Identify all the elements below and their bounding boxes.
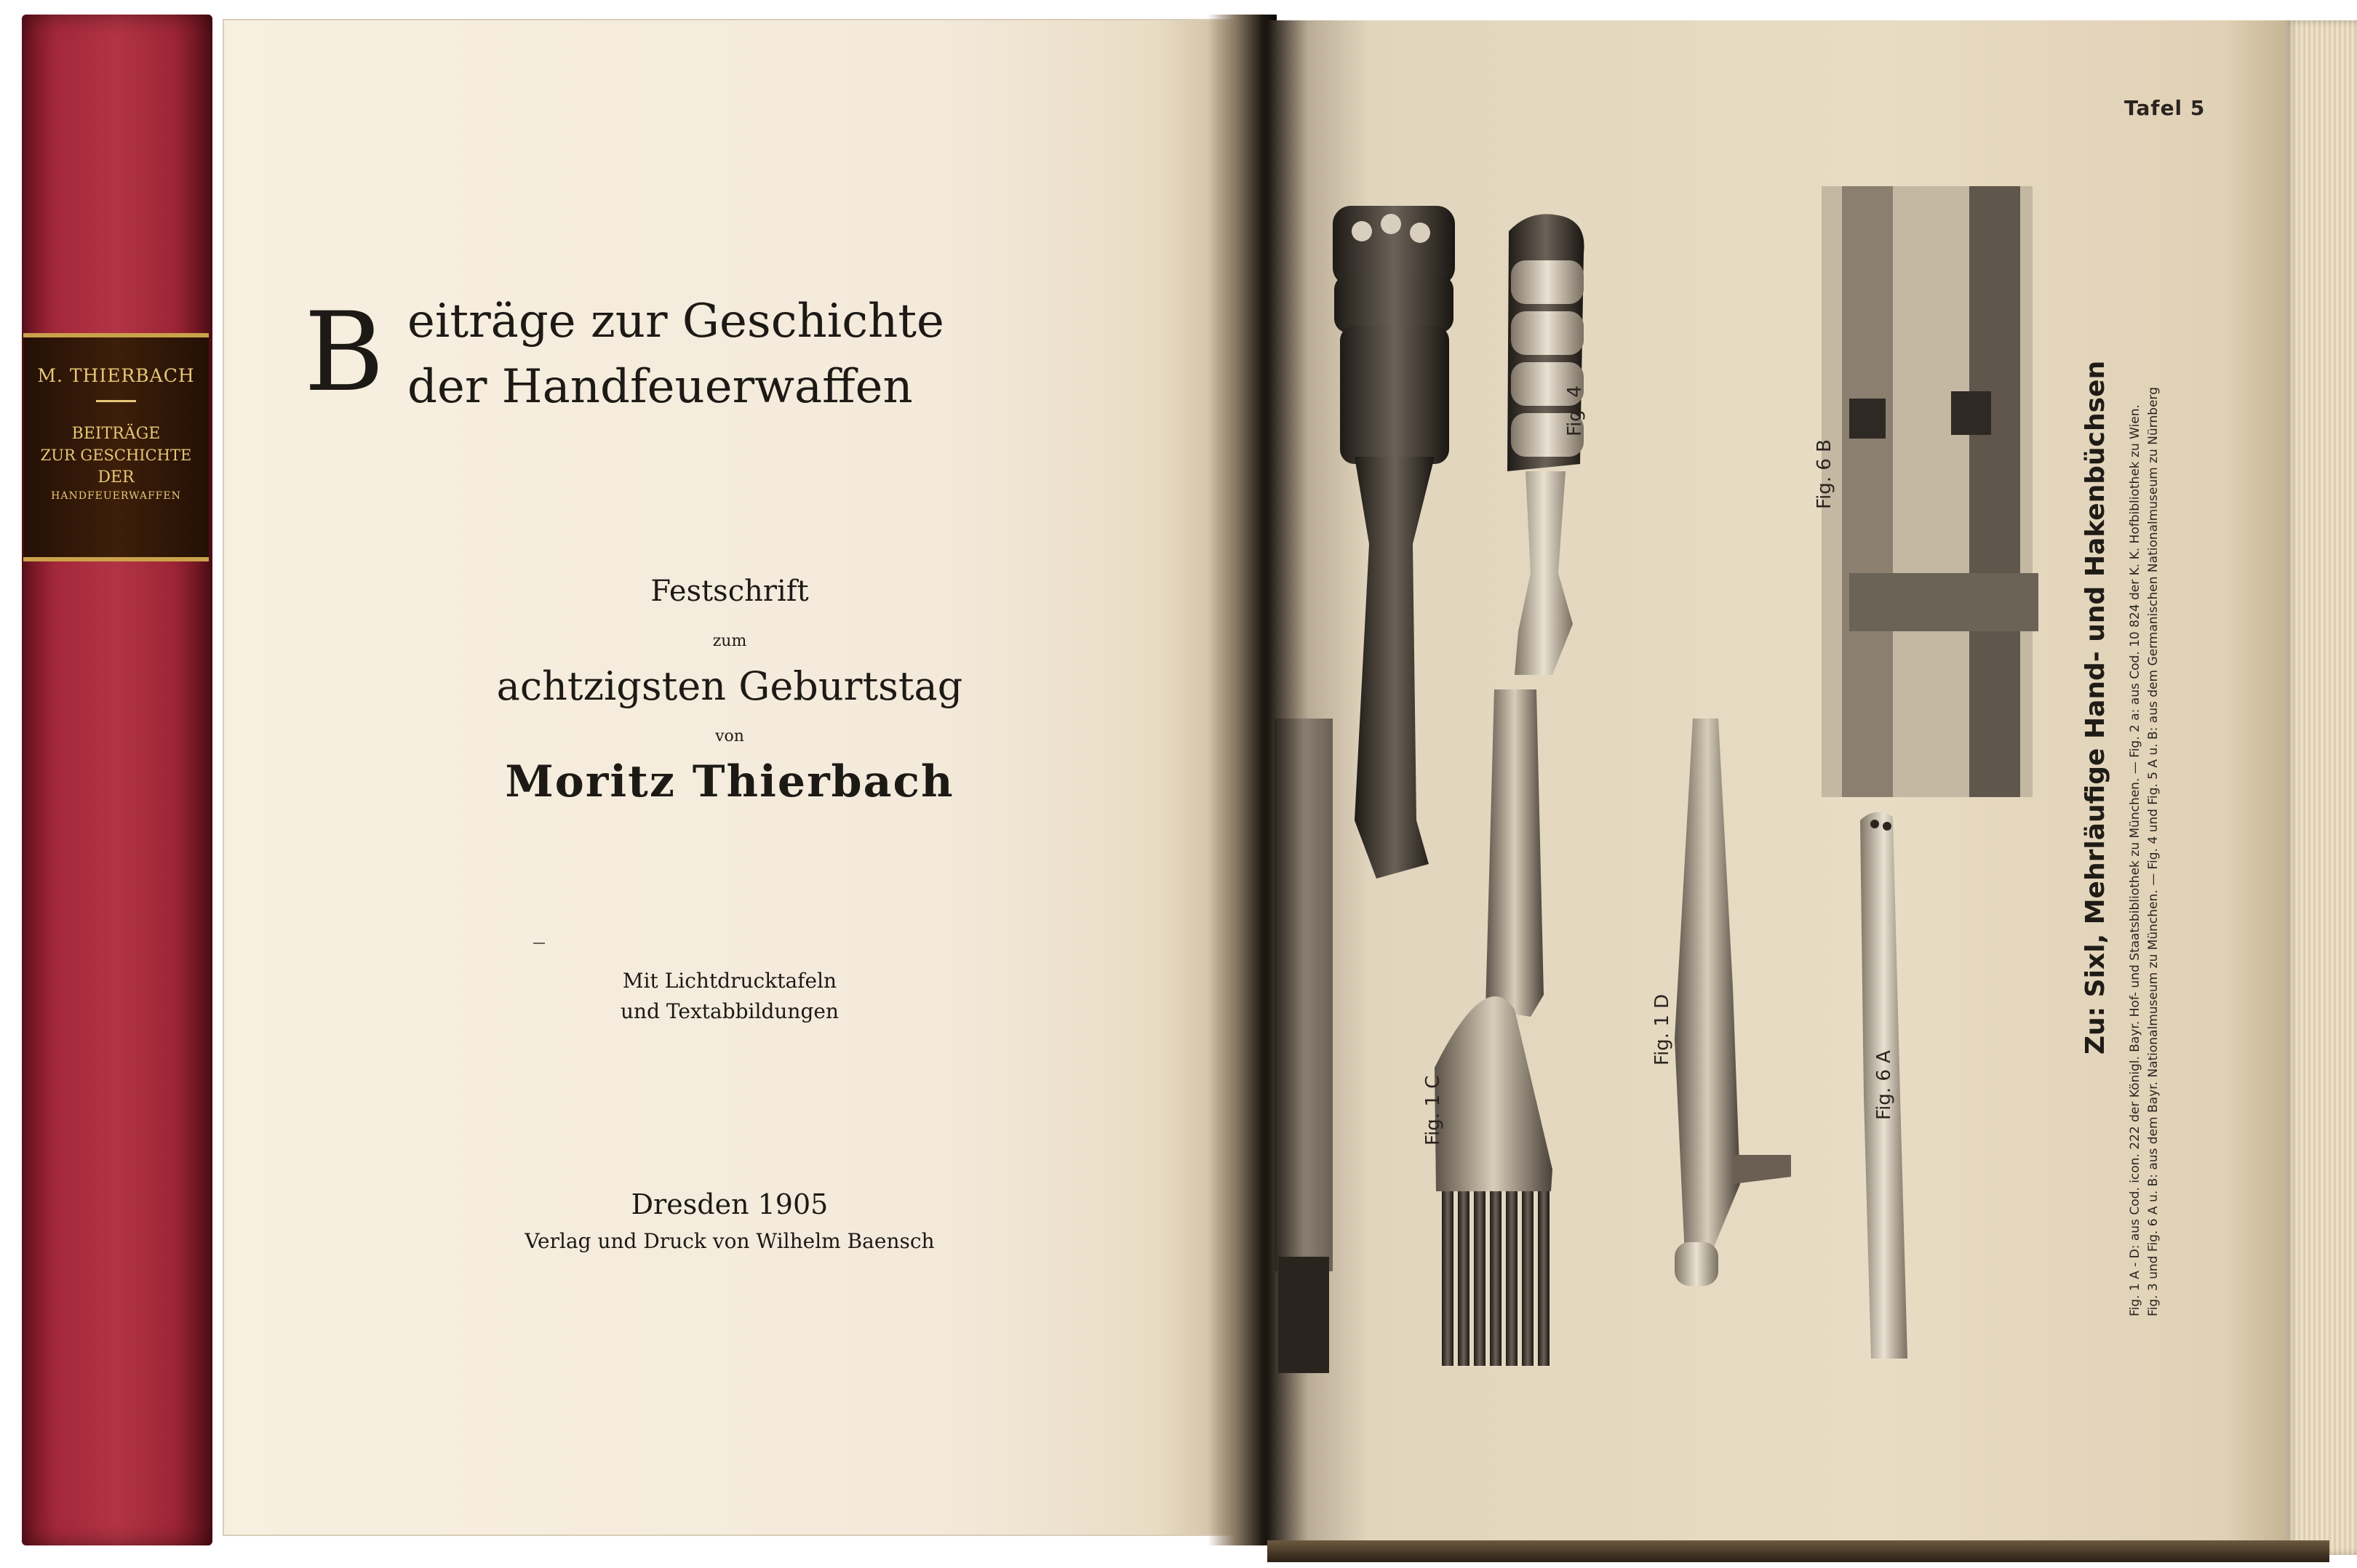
spine-title-line2: ZUR GESCHICHTE bbox=[40, 447, 192, 464]
fig-4-label: Fig. 4 bbox=[1564, 385, 1586, 436]
fig-4-photo bbox=[1507, 214, 1584, 675]
plate-number: Tafel 5 bbox=[2124, 96, 2206, 120]
fig-1d-label: Fig. 1 D bbox=[1651, 993, 1673, 1065]
fig-6b-label: Fig. 6 B bbox=[1814, 439, 1835, 509]
spine-author: M. THIERBACH bbox=[37, 365, 195, 386]
page-edges bbox=[2286, 20, 2357, 1555]
fig-edge-photo bbox=[1275, 719, 1333, 1373]
fig-1d-photo bbox=[1675, 719, 1791, 1286]
fig-6a-label: Fig. 6 A bbox=[1873, 1050, 1895, 1120]
fig-1c-label: Fig. 1 C bbox=[1422, 1075, 1444, 1145]
spine-title-line1: BEITRÄGE bbox=[71, 425, 161, 443]
fig-6b-photo bbox=[1822, 186, 2038, 797]
plates-note-line1: Mit Lichtdrucktafeln bbox=[622, 969, 837, 993]
book-gutter bbox=[1208, 15, 1277, 1545]
plate-caption: Zu: Sixl, Mehrläufige Hand- und Hakenbüchsen bbox=[2081, 360, 2110, 1055]
decorative-dash bbox=[533, 943, 545, 944]
credit-line1: Fig. 1 A - D: aus Cod. icon. 222 der Königl. Bayr. Hof- und Staatsbibliothek zu München. — Fig. 2 a: aus Cod. 10 824 der K. K. Hofbibliothek zu Wien. bbox=[2128, 404, 2142, 1316]
spine-title-line3: DER bbox=[97, 468, 135, 487]
plates-note-line2: und Textabbildungen bbox=[621, 999, 839, 1023]
publisher-line: Verlag und Druck von Wilhelm Baensch bbox=[525, 1229, 935, 1253]
festschrift-label: Festschrift bbox=[650, 575, 809, 608]
honoree-name: Moritz Thierbach bbox=[505, 756, 954, 807]
book-title-line1: eiträge zur Geschichte bbox=[407, 295, 944, 348]
fig-1c-photo bbox=[1435, 689, 1552, 1366]
book-spine bbox=[22, 15, 212, 1545]
occasion-text: achtzigsten Geburtstag bbox=[496, 663, 963, 709]
spine-label bbox=[23, 333, 209, 561]
place-year: Dresden 1905 bbox=[631, 1188, 829, 1220]
von-label: von bbox=[715, 727, 744, 745]
credit-line2: Fig. 3 und Fig. 6 A u. B: aus dem Bayr. Nationalmuseum zu München. — Fig. 4 und Fig. 5 A u. B: aus dem Germanischen Nationalmuseum zu Nürnberg bbox=[2146, 387, 2161, 1316]
spine-title-line4: HANDFEUERWAFFEN bbox=[51, 490, 181, 502]
book-title-line2: der Handfeuerwaffen bbox=[407, 360, 913, 414]
spine-divider bbox=[96, 400, 136, 402]
book-bottom-edge bbox=[1267, 1540, 2329, 1562]
title-initial-letter: B bbox=[304, 289, 385, 416]
zum-label: zum bbox=[712, 632, 747, 650]
fig-3-photo bbox=[1333, 206, 1455, 879]
